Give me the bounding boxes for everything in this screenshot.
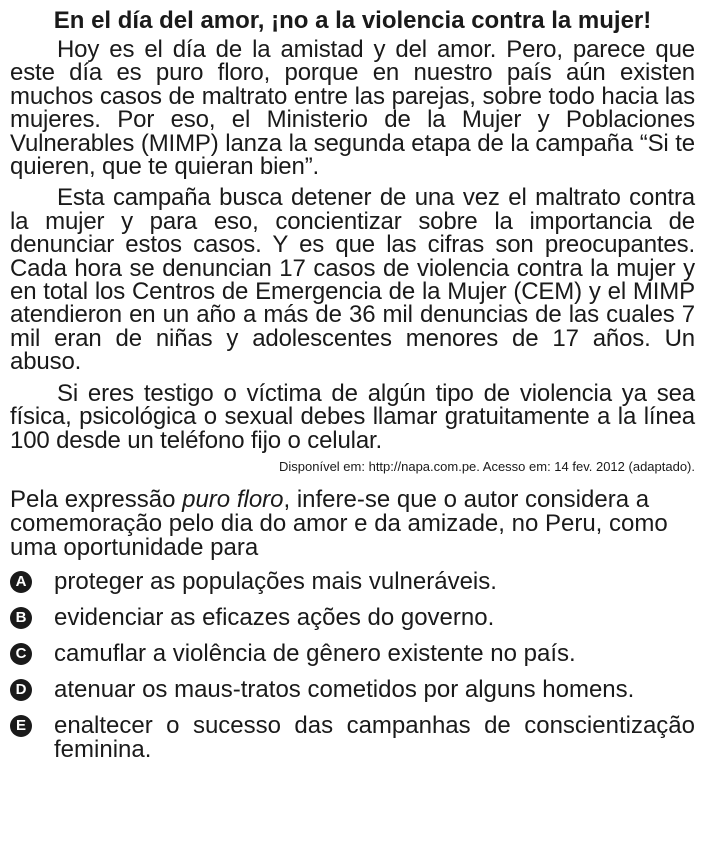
option-text: atenuar os maus-tratos cometidos por alguns homens. [54, 675, 635, 703]
answer-options [10, 567, 695, 763]
option-letter-badge: D [10, 679, 32, 701]
option-b[interactable] [10, 603, 695, 631]
question-text-before: Pela expressão [10, 485, 183, 513]
option-a[interactable] [10, 567, 695, 595]
option-e[interactable] [10, 711, 695, 763]
option-d[interactable] [10, 675, 695, 703]
question-stem [10, 485, 695, 561]
option-c[interactable] [10, 639, 695, 667]
option-text: camuflar a violência de gênero existente no país. [54, 639, 576, 667]
option-letter-badge: C [10, 643, 32, 665]
option-letter-badge: B [10, 607, 32, 629]
article-title: En el día del amor, ¡no a la violencia contra la mujer! [53, 7, 652, 34]
option-text: proteger as populações mais vulneráveis. [54, 567, 497, 595]
option-letter-badge: E [10, 715, 32, 737]
article-paragraph-3: Si eres testigo o víctima de algún tipo de violencia ya sea física, psicológica o sexual debes llamar gratuitamente a la línea 100 desde un teléfono fijo o celular. [10, 379, 695, 454]
option-text: enaltecer o sucesso das campanhas de conscientização feminina. [54, 711, 695, 763]
article-paragraph-1: Hoy es el día de la amistad y del amor. Pero, parece que este día es puro floro, porque en nuestro país aún existen muchos casos de maltrato entre las parejas, sobre todo hacia las mujeres. Por eso, el Ministerio de la Mujer y Poblaciones Vulnerables (MIMP) lanza la segunda etapa de la campaña “Si te quieren, que te quieran bien”. [10, 36, 695, 181]
question-emphasis: puro floro [182, 485, 284, 513]
option-text: evidenciar as eficazes ações do governo. [54, 603, 495, 631]
source-citation: Disponível em: http://napa.com.pe. Acesso em: 14 fev. 2012 (adaptado). [279, 458, 695, 474]
question-text-after: , infere-se que o autor considera a comemoração pelo dia do amor e da amizade, no Peru, como uma oportunidade para [10, 485, 668, 561]
option-letter-badge: A [10, 571, 32, 593]
article-paragraph-2: Esta campaña busca detener de una vez el maltrato contra la mujer y para eso, concientizar sobre la importancia de denunciar estos casos. Y es que las cifras son preocupantes. Cada hora se denuncian 17 casos de violencia contra la mujer y en total los Centros de Emergencia de la Mujer (CEM) y el MIMP atendieron en un año a más de 36 mil denuncias de las cuales 7 mil eran de niñas y adolescentes menores de 17 años. Un abuso. [10, 184, 695, 376]
